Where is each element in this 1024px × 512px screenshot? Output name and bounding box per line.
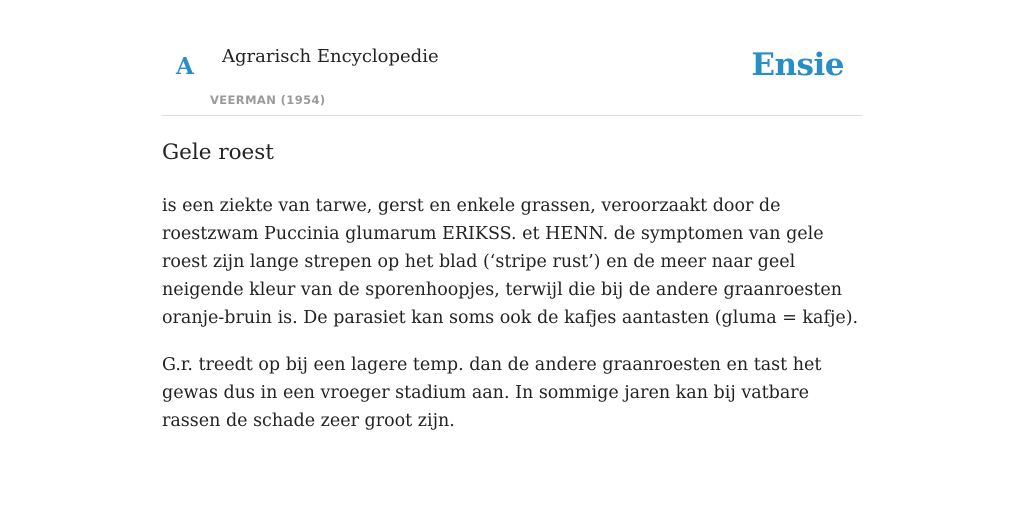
source-author-year: VEERMAN (1954) xyxy=(210,93,326,107)
source-title-link[interactable]: Agrarisch Encyclopedie xyxy=(222,46,439,67)
source-logo[interactable]: A xyxy=(176,53,194,80)
entry-body xyxy=(162,192,862,454)
entry-paragraph: G.r. treedt op bij een lagere temp. dan de andere graanroesten en tast het gewas dus in een vroeger stadium aan. In sommige jaren kan bij vatbare rassen de schade zeer groot zijn. xyxy=(162,355,822,431)
entry-title: Gele roest xyxy=(162,140,274,165)
entry-paragraph: is een ziekte van tarwe, gerst en enkele grassen, veroorzaakt door de roestzwam Puccinia glumarum ERIKSS. et HENN. de symptomen van gele roest zijn lange strepen op het blad (‘stripe rust’) en de meer naar geel neigende kleur van de sporenhoopjes, terwijl die bij de andere graanroesten oranje-bruin is. De parasiet kan soms ook de kafjes aantasten (gluma = kafje). xyxy=(162,196,859,328)
brand-logo-link[interactable]: Ensie xyxy=(751,47,844,83)
page-container xyxy=(162,0,862,431)
source-header xyxy=(162,0,862,116)
